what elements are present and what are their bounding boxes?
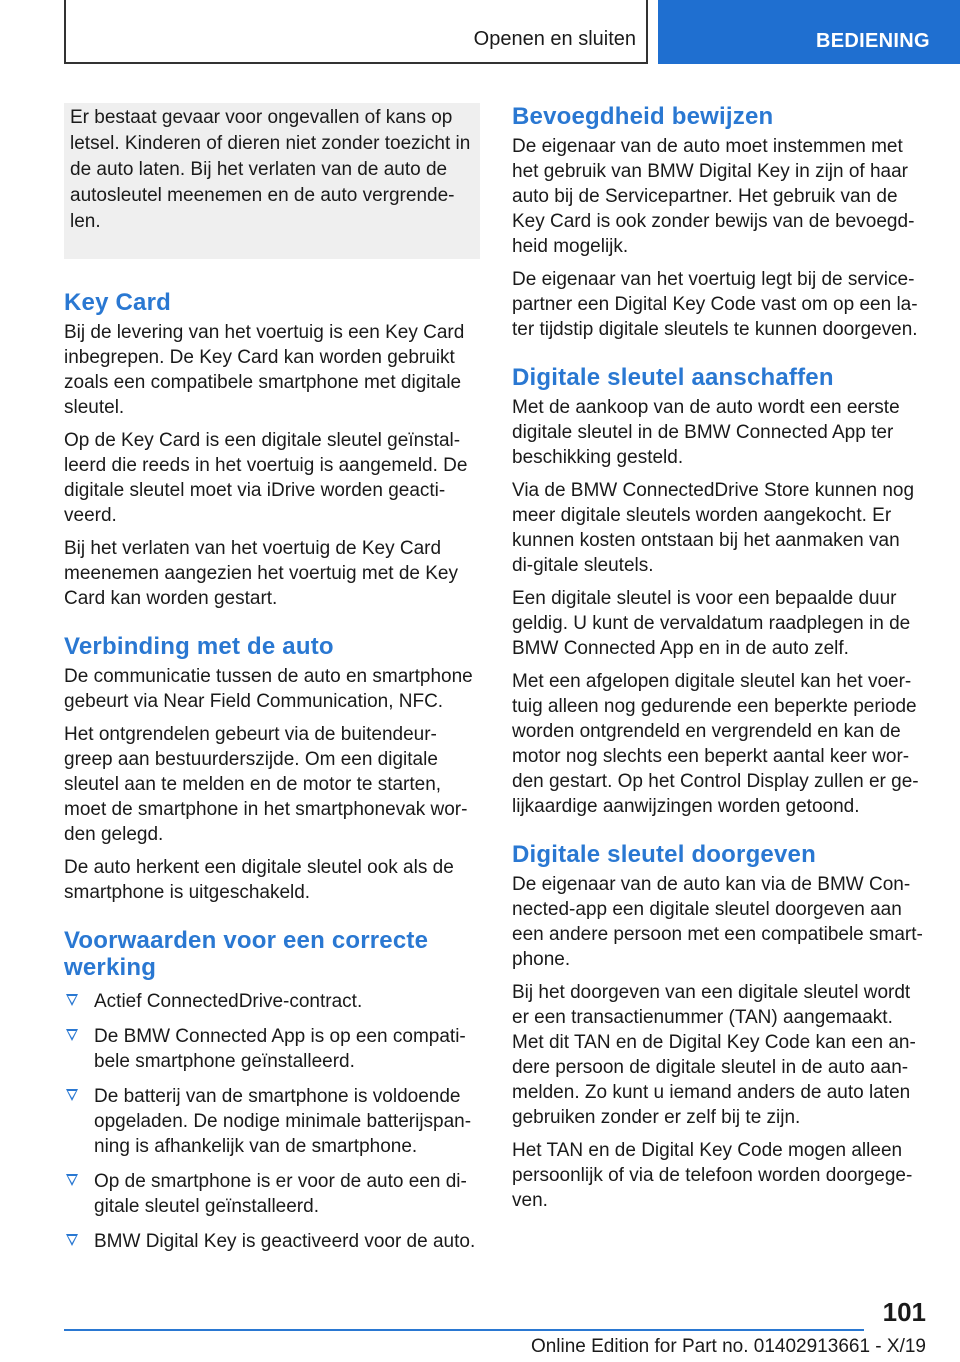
header-section-tab: BEDIENING <box>658 0 960 64</box>
footer-divider <box>64 1329 864 1331</box>
header-chapter-box <box>64 0 648 64</box>
paragraph: Op de Key Card is een digitale sleutel geïnstal-leerd die reeds in het voertuig is aangemeld. De digitale sleutel moet via iDrive worden geacti-veerd. <box>64 430 468 526</box>
section-doorgeven <box>512 841 926 1213</box>
paragraph: De communicatie tussen de auto en smartphone gebeurt via Near Field Communication, NFC. <box>64 666 473 712</box>
paragraph: Een digitale sleutel is voor een bepaalde duur geldig. U kunt de vervaldatum raadplegen in de BMW Connected App en in de auto zelf. <box>512 588 911 659</box>
triangle-bullet-icon <box>66 1029 78 1041</box>
section-verbinding <box>64 633 480 905</box>
paragraph: Bij de levering van het voertuig is een Key Card inbegrepen. De Key Card kan worden gebruikt zoals een compatibele smartphone met digitale sleutel. <box>64 322 465 418</box>
requirements-list <box>64 989 480 1254</box>
list-item-text: De batterij van de smartphone is voldoende opgeladen. De nodige minimale batterijspan-ning is afhankelijk van de smartphone. <box>94 1086 472 1157</box>
footer-edition: Online Edition for Part no. 01402913661 - X/19 <box>530 1336 926 1357</box>
paragraph: De eigenaar van de auto kan via de BMW Con-nected-app een digitale sleutel doorgeven aan een andere persoon met een compatibele smart-phone. <box>512 874 923 970</box>
section-title: Digitale sleutel doorgeven <box>512 841 816 868</box>
page-number: 101 <box>882 1297 926 1327</box>
paragraph: De eigenaar van het voertuig legt bij de service-partner een Digital Key Code vast om op een la-ter tijdstip digitale sleutels te kunnen doorgeven. <box>512 269 918 340</box>
section-title: Key Card <box>64 289 171 316</box>
list-item-text: De BMW Connected App is op een compati-bele smartphone geïnstalleerd. <box>94 1026 466 1072</box>
list-item-text: BMW Digital Key is geactiveerd voor de auto. <box>94 1231 476 1252</box>
right-column <box>512 103 926 1235</box>
section-title: Voorwaarden voor een correcte werking <box>64 927 429 981</box>
triangle-bullet-icon <box>66 994 78 1006</box>
paragraph: Het TAN en de Digital Key Code mogen alleen persoonlijk of via de telefoon worden doorgege-ven. <box>512 1140 913 1211</box>
list-item-text: Op de smartphone is er voor de auto een di-gitale sleutel geïnstalleerd. <box>94 1171 467 1217</box>
paragraph: De eigenaar van de auto moet instemmen met het gebruik van BMW Digital Key in zijn of haar auto bij de Servicepartner. Het gebruik van de Key Card is ook zonder bewijs van de bevoegd-heid mogelijk. <box>512 136 915 257</box>
section-title: Digitale sleutel aanschaffen <box>512 364 834 391</box>
left-column <box>64 103 480 1276</box>
section-title: Bevoegdheid bewijzen <box>512 103 774 130</box>
list-item <box>64 1229 480 1254</box>
triangle-bullet-icon <box>66 1234 78 1246</box>
section-requirements <box>64 927 480 1254</box>
triangle-bullet-icon <box>66 1174 78 1186</box>
paragraph: Met de aankoop van de auto wordt een eerste digitale sleutel in de BMW Connected App ter beschikking gesteld. <box>512 397 900 468</box>
section-aanschaffen <box>512 364 926 819</box>
triangle-bullet-icon <box>66 1089 78 1101</box>
warning-box: Er bestaat gevaar voor ongevallen of kans op letsel. Kinderen of dieren niet zonder toezicht in de auto laten. Bij het verlaten van de auto de autosleutel meenemen en de auto vergrende-len. <box>64 103 480 259</box>
paragraph: De auto herkent een digitale sleutel ook als de smartphone is uitgeschakeld. <box>64 857 454 903</box>
list-item <box>64 1084 480 1159</box>
header-chapter: Openen en sluiten <box>473 28 636 50</box>
section-bevoegdheid <box>512 103 926 342</box>
section-key-card <box>64 289 480 611</box>
section-title: Verbinding met de auto <box>64 633 334 660</box>
list-item <box>64 989 480 1014</box>
list-item <box>64 1024 480 1074</box>
list-item <box>64 1169 480 1219</box>
paragraph: Met een afgelopen digitale sleutel kan het voer-tuig alleen nog gedurende een beperkte periode worden ontgrendeld en vergrendeld en kan de motor nog slechts een beperkt aantal keer wor-den gestart. Op het Control Display zullen er ge-lijkaardige aanwijzingen worden getoond. <box>512 671 919 817</box>
paragraph: Via de BMW ConnectedDrive Store kunnen nog meer digitale sleutels worden aangekocht. Er kunnen kosten ontstaan bij het aanmaken van di-gitale sleutels. <box>512 480 915 576</box>
paragraph: Bij het doorgeven van een digitale sleutel wordt er een transactienummer (TAN) aangemaakt. Met dit TAN en de Digital Key Code kan een an-dere persoon de digitale sleutel in de auto aan-melden. Zo kunt u iemand anders de auto laten gebruiken zonder er zelf bij te zijn. <box>512 982 916 1128</box>
paragraph: Bij het verlaten van het voertuig de Key Card meenemen aangezien het voertuig met de Key Card kan worden gestart. <box>64 538 458 609</box>
list-item-text: Actief ConnectedDrive-contract. <box>94 991 363 1012</box>
paragraph: Het ontgrendelen gebeurt via de buitendeur-greep aan bestuurderszijde. Om een digitale sleutel aan te melden en de motor te starten, moet de smartphone in het smartphonevak wor-den gelegd. <box>64 724 468 845</box>
